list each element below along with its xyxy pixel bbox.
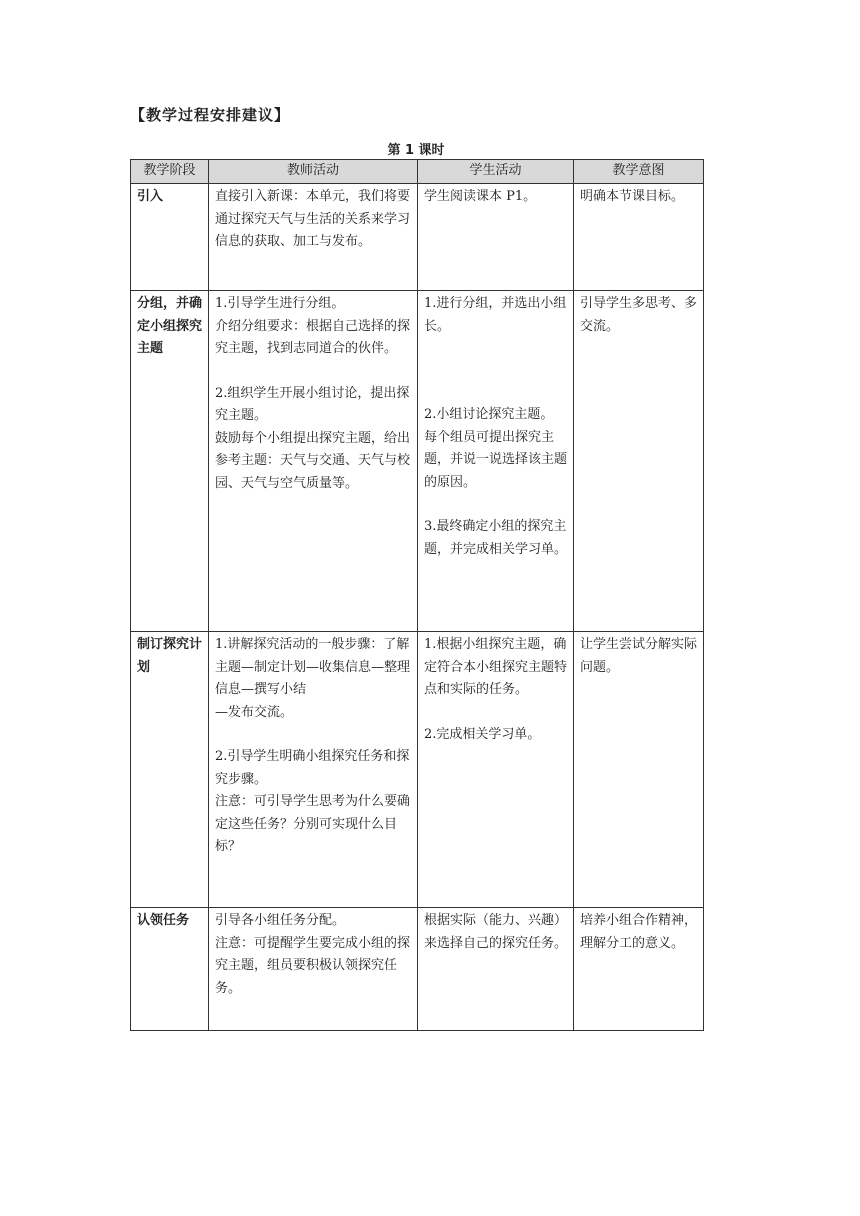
student-paragraph: 2.小组讨论探究主题。 — [424, 407, 554, 422]
teacher-paragraph: 1.讲解探究活动的一般步骤：了解主题—制定计划—收集信息—整理信息—撰写小结 — [215, 637, 411, 697]
header-intent: 教学意图 — [574, 160, 704, 184]
intent-cell: 引导学生多思考、多交流。 — [574, 291, 704, 632]
spacer — [424, 702, 567, 724]
teacher-paragraph: 直接引入新课：本单元，我们将要通过探究天气与生活的关系来学习信息的获取、加工与发布。 — [215, 189, 411, 249]
table-row — [131, 291, 704, 632]
table-row — [131, 908, 704, 1031]
teacher-paragraph: —发布交流。 — [215, 704, 294, 720]
spacer — [424, 360, 567, 382]
intent-cell: 让学生尝试分解实际问题。 — [574, 632, 704, 908]
student-activity-cell — [418, 632, 574, 908]
spacer — [215, 724, 411, 746]
student-paragraph: 1.根据小组探究主题，确定符合本小组探究主题特点和实际的任务。 — [424, 637, 568, 697]
intent-cell: 培养小组合作精神，理解分工的意义。 — [574, 908, 704, 1031]
stage-cell: 分组，并确定小组探究主题 — [131, 291, 209, 632]
student-paragraph: 根据实际（能力、兴趣）来选择自己的探究任务。 — [424, 913, 568, 951]
table-header-row — [131, 160, 704, 184]
header-teacher-activity: 教师活动 — [209, 160, 418, 184]
teacher-activity-cell — [209, 632, 418, 908]
header-stage: 教学阶段 — [131, 160, 209, 184]
table-row — [131, 184, 704, 291]
header-student-activity: 学生活动 — [418, 160, 574, 184]
intent-cell: 明确本节课目标。 — [574, 184, 704, 291]
student-paragraph: 学生阅读课本 P1。 — [424, 189, 537, 204]
stage-cell: 认领任务 — [131, 908, 209, 1031]
spacer — [215, 361, 411, 383]
teacher-paragraph: 2.组织学生开展小组讨论，提出探究主题。 — [215, 385, 410, 423]
section-title: 【教学过程安排建议】 — [130, 106, 291, 124]
table-row — [131, 632, 704, 908]
stage-cell: 引入 — [131, 184, 209, 291]
spacer — [424, 338, 567, 360]
student-activity-cell — [418, 291, 574, 632]
teacher-paragraph: 注意：可提醒学生要完成小组的探究主题，组员要积极认领探究任务。 — [215, 935, 411, 996]
teaching-plan-table — [130, 159, 704, 1031]
teacher-paragraph: 1.引导学生进行分组。 — [215, 296, 345, 311]
teacher-paragraph: 引导各小组任务分配。 — [215, 913, 346, 928]
stage-cell: 制订探究计划 — [131, 632, 209, 908]
spacer — [424, 382, 567, 404]
lesson-title: 第 1 课时 — [387, 143, 445, 158]
spacer — [424, 494, 567, 516]
student-paragraph: 3.最终确定小组的探究主题，并完成相关学习单。 — [424, 519, 568, 557]
teacher-activity-cell — [209, 291, 418, 632]
teacher-paragraph: 注意：可引导学生思考为什么要确定这些任务？分别可实现什么目标？ — [215, 794, 411, 854]
teacher-paragraph: 2.引导学生明确小组探究任务和探究步骤。 — [215, 749, 410, 787]
student-paragraph: 2.完成相关学习单。 — [424, 726, 541, 742]
teacher-activity-cell — [209, 184, 418, 291]
student-paragraph: 1.进行分组，并选出小组长。 — [424, 296, 567, 334]
teacher-activity-cell — [209, 908, 418, 1031]
teacher-paragraph: 鼓励每个小组提出探究主题，给出参考主题：天气与交通、天气与校园、天气与空气质量等。 — [215, 430, 411, 491]
student-activity-cell — [418, 908, 574, 1031]
student-paragraph: 每个组员可提出探究主题，并说一说选择该主题的原因。 — [424, 429, 568, 490]
student-activity-cell — [418, 184, 574, 291]
teacher-paragraph: 介绍分组要求：根据自己选择的探究主题，找到志同道合的伙伴。 — [215, 318, 411, 356]
